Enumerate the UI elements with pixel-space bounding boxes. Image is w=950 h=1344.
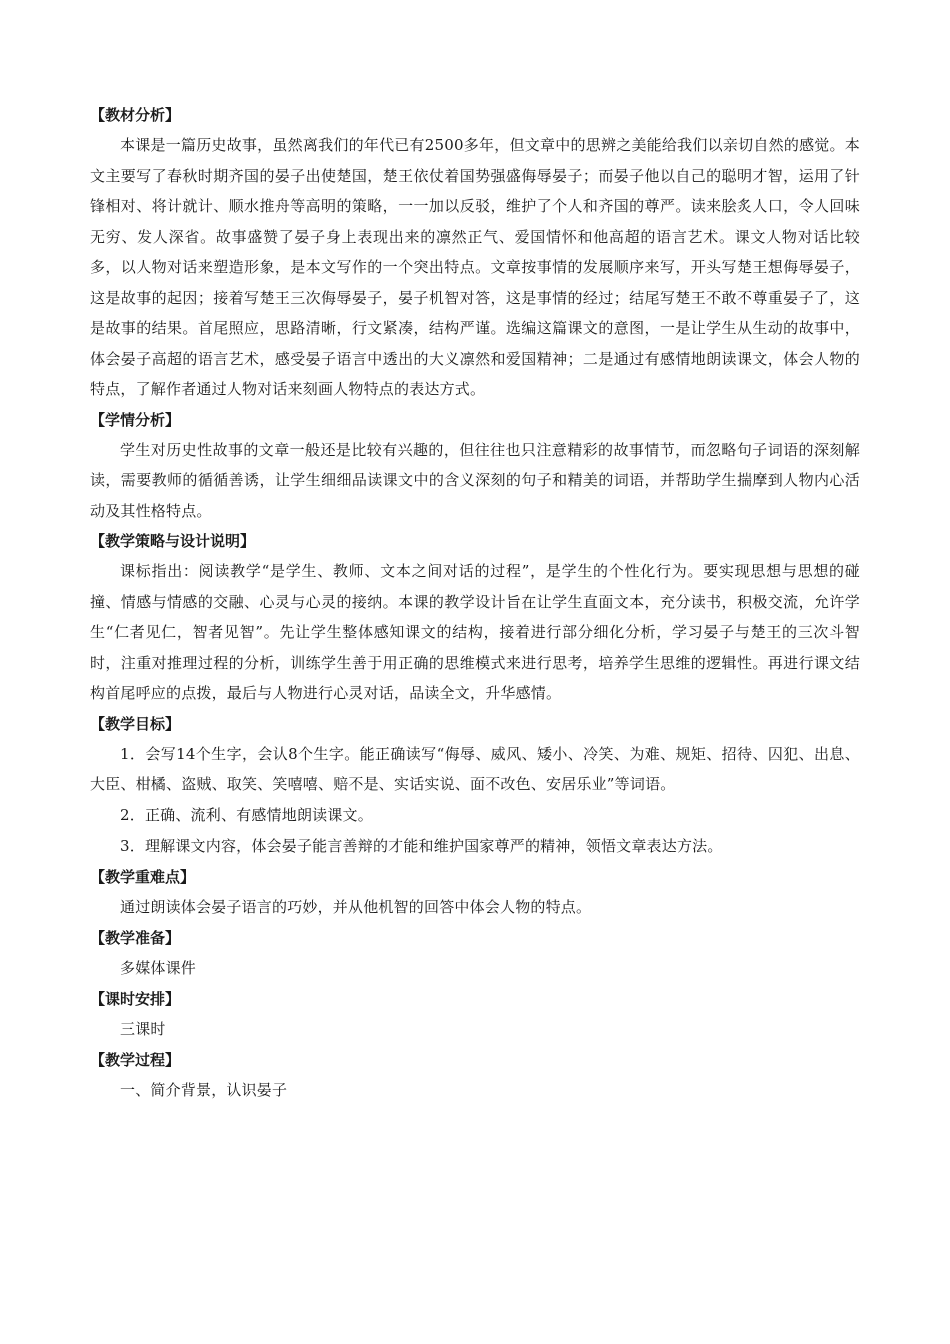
section-key-difficulties — [90, 862, 860, 923]
section-paragraph: 三课时 — [120, 1019, 166, 1038]
section-paragraph: 本课是一篇历史故事，虽然离我们的年代已有2500多年，但文章中的思辨之美能给我们以亲切自然的感觉。本文主要写了春秋时期齐国的晏子出使楚国，楚王依仗着国势强盛侮辱晏子；而晏子他以自己的聪明才智，运用了针锋相对、将计就计、顺水推舟等高明的策略，一一加以反驳，维护了个人和齐国的尊严。读来脍炙人口，令人回味无穷、发人深省。故事盛赞了晏子身上表现出来的凛然正气、爱国情怀和他高超的语言艺术。课文人物对话比较多，以人物对话来塑造形象，是本文写作的一个突出特点。文章按事情的发展顺序来写，开头写楚王想侮辱晏子，这是故事的起因；接着写楚王三次侮辱晏子，晏子机智对答，这是事情的经过；结尾写楚王不敢不尊重晏子了，这是故事的结果。首尾照应，思路清晰，行文紧凑，结构严谨。选编这篇课文的意图，一是让学生从生动的故事中，体会晏子高超的语言艺术，感受晏子语言中透出的大义凛然和爱国精神；二是通过有感情地朗读课文，体会人物的特点，了解作者通过人物对话来刻画人物特点的表达方式。 — [90, 136, 860, 398]
section-student-analysis — [90, 405, 860, 527]
section-heading: 【课时安排】 — [90, 989, 181, 1008]
goal-item: 3．理解课文内容，体会晏子能言善辩的才能和维护国家尊严的精神，领悟文章表达方法。 — [120, 836, 723, 855]
section-teaching-process — [90, 1045, 860, 1106]
section-paragraph: 一、简介背景，认识晏子 — [120, 1080, 288, 1099]
section-paragraph: 课标指出：阅读教学“是学生、教师、文本之间对话的过程”，是学生的个性化行为。要实现思想与思想的碰撞、情感与情感的交融、心灵与心灵的接纳。本课的教学设计旨在让学生直面文本，充分读书，积极交流，允许学生“仁者见仁，智者见智”。先让学生整体感知课文的结构，接着进行部分细化分析，学习晏子与楚王的三次斗智时，注重对推理过程的分析，训练学生善于用正确的思维模式来进行思考，培养学生思维的逻辑性。再进行课文结构首尾呼应的点拨，最后与人物进行心灵对话，品读全文，升华感情。 — [90, 562, 860, 702]
section-paragraph: 多媒体课件 — [120, 958, 197, 977]
section-heading: 【教学重难点】 — [90, 867, 196, 886]
section-heading: 【学情分析】 — [90, 410, 181, 429]
section-heading: 【教学策略与设计说明】 — [90, 532, 256, 550]
section-teaching-strategy — [90, 526, 860, 709]
goal-item: 2．正确、流利、有感情地朗读课文。 — [120, 805, 373, 824]
section-textbook-analysis — [90, 100, 860, 405]
section-teaching-goals — [90, 709, 860, 862]
section-heading: 【教学过程】 — [90, 1050, 181, 1069]
goal-item: 1．会写14个生字，会认8个生字。能正确读写“侮辱、威风、矮小、冷笑、为难、规矩、招待、囚犯、出息、大臣、柑橘、盗贼、取笑、笑嘻嘻、赔不是、实话实说、面不改色、安居乐业”等词语。 — [90, 744, 860, 793]
section-teaching-preparation — [90, 923, 860, 984]
document-page — [90, 100, 860, 1106]
section-heading: 【教学目标】 — [90, 714, 181, 733]
section-paragraph: 学生对历史性故事的文章一般还是比较有兴趣的，但往往也只注意精彩的故事情节，而忽略句子词语的深刻解读，需要教师的循循善诱，让学生细细品读课文中的含义深刻的句子和精美的词语，并帮助学生揣摩到人物内心活动及其性格特点。 — [90, 440, 860, 520]
section-paragraph: 通过朗读体会晏子语言的巧妙，并从他机智的回答中体会人物的特点。 — [120, 897, 592, 916]
section-class-schedule — [90, 984, 860, 1045]
section-heading: 【教材分析】 — [90, 106, 181, 124]
section-heading: 【教学准备】 — [90, 928, 181, 947]
